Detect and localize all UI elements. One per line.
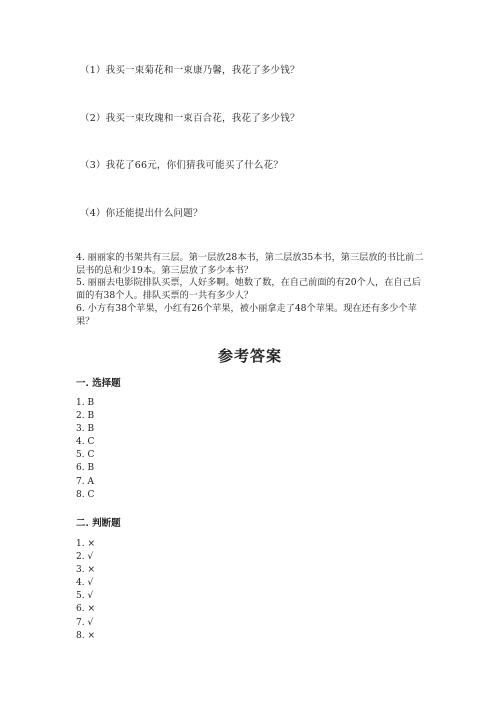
problem-6: 6. 小方有38个苹果，小红有26个苹果，被小丽拿走了48个苹果。现在还有多少个苹果？: [76, 303, 417, 327]
problem-4: 4. 丽丽家的书架共有三层。第一层放28本书，第二层放35本书，第三层放的书比前二层书的总和少19本。第三层放了多少本书？: [76, 252, 424, 276]
question-1: （1）我买一束菊花和一束康乃馨，我花了多少钱？: [80, 65, 300, 76]
list-item: 5. C: [76, 450, 95, 461]
list-item: 8. C: [76, 489, 95, 500]
judgment-answer-list: [76, 538, 95, 643]
list-item: 1. ×: [76, 539, 95, 549]
list-item: 2. √: [76, 552, 94, 563]
question-3: （3）我花了66元，你们猜我可能买了什么花？: [80, 160, 284, 171]
list-item: 4. √: [76, 578, 94, 589]
section-choice-heading: 一. 选择题: [76, 378, 121, 389]
list-item: 7. √: [76, 617, 94, 628]
answers-title: 参考答案: [217, 347, 282, 365]
list-item: 3. ×: [76, 565, 95, 576]
question-2: （2）我买一束玫瑰和一束百合花，我花了多少钱？: [80, 113, 300, 124]
question-4: （4）你还能提出什么问题？: [80, 208, 203, 219]
section-judgment-heading: 二. 判断题: [76, 518, 121, 529]
list-item: 2. B: [76, 411, 95, 422]
list-item: 4. C: [76, 437, 95, 448]
list-item: 6. ×: [76, 604, 95, 615]
list-item: 6. B: [76, 463, 95, 474]
list-item: 5. √: [76, 591, 94, 602]
list-item: 1. B: [76, 398, 95, 408]
problem-5: 5. 丽丽去电影院排队买票，人好多啊。她数了数，在自己前面的有20个人，在自己后面的有38个人。排队买票的一共有多少人？: [76, 277, 421, 301]
list-item: 7. A: [76, 476, 94, 487]
choice-answer-list: [76, 397, 94, 502]
list-item: 3. B: [76, 424, 95, 435]
list-item: 8. ×: [76, 630, 95, 641]
